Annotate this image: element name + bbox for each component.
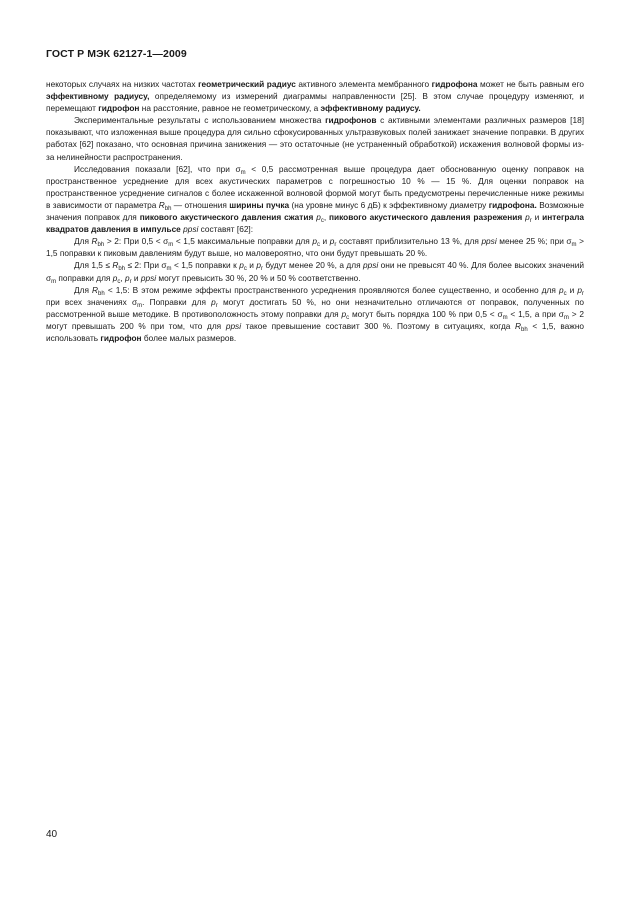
symbol-italic: p (239, 260, 244, 271)
term-bold: интеграла квадратов давления в импульсе (46, 212, 584, 235)
text-run: могут быть порядка 100 % при 0,5 < σ (349, 308, 503, 319)
text-run: < 1,5 максимальные поправки для (173, 236, 313, 247)
text-run: и (531, 212, 543, 223)
subscript-text: bh (97, 242, 105, 249)
text-run: и (319, 236, 330, 247)
symbol-italic: p (558, 284, 564, 295)
symbol-italic: p (124, 272, 130, 283)
subscript-text: c (563, 290, 567, 297)
symbol-italic: R (112, 260, 119, 271)
term-bold: эффективному радиусу, (46, 91, 150, 102)
text-run: на расстояние, равное не геометрическому, а (139, 103, 321, 114)
subscript-text: m (571, 242, 577, 249)
text-run: < 1,5, важно использовать (46, 320, 585, 343)
document-header: ГОСТ Р МЭК 62127-1—2009 (46, 48, 187, 60)
text-run: при всех значениях σ (46, 296, 138, 307)
text-run: и (131, 272, 141, 283)
subscript-text: r (260, 266, 263, 273)
text-run: менее 25 %; при σ (496, 236, 572, 247)
subscript-text: c (316, 242, 320, 249)
text-run: , (323, 212, 330, 223)
text-run: могут превысить 30 %, 20 % и 50 % соответственно. (156, 272, 361, 283)
subscript-text: bh (98, 290, 105, 297)
symbol-italic: R (91, 236, 98, 247)
subscript-text: m (137, 302, 143, 309)
subscript-text: bh (164, 205, 172, 212)
subscript-text: c (117, 278, 121, 285)
text-run: < 1,5, а при σ (507, 308, 564, 319)
symbol-italic: R (158, 199, 165, 210)
term-bold: гидрофона. (488, 199, 537, 210)
text-run: (на уровне минус 6 дБ) к эффективному диаметру (289, 199, 489, 210)
symbol-italic: ppsi (140, 272, 157, 283)
text-run: может не быть равным его (477, 79, 585, 89)
subscript-text: m (51, 278, 57, 285)
text-run: такое превышение составит 300 %. Поэтому в ситуациях, когда (241, 320, 516, 331)
subscript-text: c (346, 314, 350, 321)
paragraph (46, 284, 584, 344)
term-bold: гидрофонов (325, 115, 377, 126)
symbol-italic: R (515, 320, 522, 331)
term-bold: гидрофон (98, 103, 140, 114)
symbol-italic: p (211, 296, 216, 307)
text-run: Для (74, 284, 93, 295)
term-bold: гидрофона (431, 79, 478, 89)
text-run: определяемому из измерений диаграммы направленности [25]. В этом случае процедуру изменяют, и перемещают (46, 91, 584, 114)
text-run: < 1,5: В этом режиме эффекты пространственного усреднения проявляются более существенно, и особенно для (104, 284, 559, 295)
text-run: более малых размеров. (141, 332, 237, 343)
text-run: > 2 могут превышать 200 % при том, что для (46, 308, 584, 331)
text-run: Исследования показали [62], что при σ (74, 163, 241, 174)
symbol-italic: p (525, 212, 530, 223)
subscript-text: r (215, 302, 218, 309)
symbol-italic: ppsi (225, 320, 242, 331)
symbol-italic: R (92, 284, 99, 295)
text-run: . Поправки для (142, 296, 212, 307)
text-run: поправки для (56, 272, 113, 283)
text-run: < 0,5 рассмотренная выше процедура дает обоснованную оценку поправок на пространственное усреднение для всех акустических параметров с погрешностью 10 % — 15 %. Для оценки поправок на пространственное усреднение сигналов с более искаженной волновой формой могут быть предусмотрены перечисленные ниже режимы в зависимости от параметра (46, 163, 585, 210)
subscript-text: m (502, 314, 508, 321)
term-bold: пикового акустического давления сжатия (139, 212, 314, 223)
term-bold: геометрический радиус (198, 79, 296, 89)
text-run: составят [62]: (198, 224, 254, 235)
symbol-italic: p (312, 236, 317, 247)
text-run: , (120, 272, 125, 283)
text-run: > 2: При 0,5 < σ (104, 236, 169, 247)
text-run: Экспериментальные результаты с использованием множества (74, 115, 326, 126)
symbol-italic: p (112, 272, 118, 283)
term-bold: эффективному радиусу. (320, 103, 421, 114)
subscript-text: r (334, 242, 337, 249)
body-text (46, 78, 584, 344)
subscript-text: c (320, 218, 324, 225)
text-run: и (566, 284, 578, 295)
text-run: и (246, 260, 257, 271)
symbol-italic: p (341, 308, 347, 319)
subscript-text: c (243, 266, 247, 273)
term-bold: гидрофон (100, 332, 142, 343)
text-run: — отношения (171, 199, 230, 210)
subscript-text: m (168, 242, 174, 249)
paragraph (46, 235, 584, 259)
subscript-text: r (529, 218, 532, 225)
text-run: Возможные значения поправок для (46, 199, 584, 223)
text-run: ≤ 2: При σ (125, 260, 167, 271)
text-run: будут менее 20 %, а для (262, 260, 363, 271)
symbol-italic: p (256, 260, 261, 271)
symbol-italic: p (577, 284, 583, 295)
term-bold: ширины пучка (229, 199, 290, 210)
symbol-italic: p (329, 236, 335, 247)
symbol-italic: ppsi (481, 236, 497, 247)
text-run: с активными элементами различных размеров [18] показывают, что изложенная выше процедура для сильно сфокусированных ультразвуковых полей занижает значение поправки. В других работах [62] показано, что основная причина занижения — это остаточные (не устраненный обработкой) искажения волновой формы из-за нелинейности распространения. (46, 115, 584, 162)
page-number: 40 (46, 829, 58, 840)
text-run: некоторых случаях на низких частотах (46, 79, 199, 89)
text-run: Для (74, 236, 92, 247)
text-run: > 1,5 поправки к пиковым давлениям будут выше, но маловероятно, что они будут превышать 20 %. (46, 236, 584, 259)
text-run: Для 1,5 ≤ (74, 260, 113, 271)
symbol-italic: ppsi (183, 224, 199, 235)
text-run: < 1,5 поправки к (171, 260, 240, 271)
paragraph (46, 163, 584, 236)
paragraph (46, 114, 584, 162)
subscript-text: m (563, 314, 569, 321)
text-run: могут достигать 50 %, но они незначительно отличаются от поправок, полученных по рассмотренной выше методике. В противоположность этому поправки для (46, 296, 584, 319)
text-run: они не превысят 40 %. Для более высоких значений σ (46, 260, 585, 283)
subscript-text: m (240, 169, 246, 176)
text-run: активного элемента мембранного (295, 79, 432, 89)
subscript-text: r (129, 278, 132, 285)
subscript-text: bh (521, 326, 528, 333)
paragraph (46, 259, 584, 283)
paragraph (46, 78, 584, 114)
subscript-text: m (166, 266, 172, 273)
text-run: составят приблизительно 13 %, для (336, 236, 482, 247)
subscript-text: r (582, 290, 585, 297)
subscript-text: bh (118, 266, 126, 273)
symbol-italic: ppsi (363, 260, 379, 271)
term-bold: пикового акустического давления разрежения (329, 212, 523, 223)
symbol-italic: p (316, 212, 321, 223)
